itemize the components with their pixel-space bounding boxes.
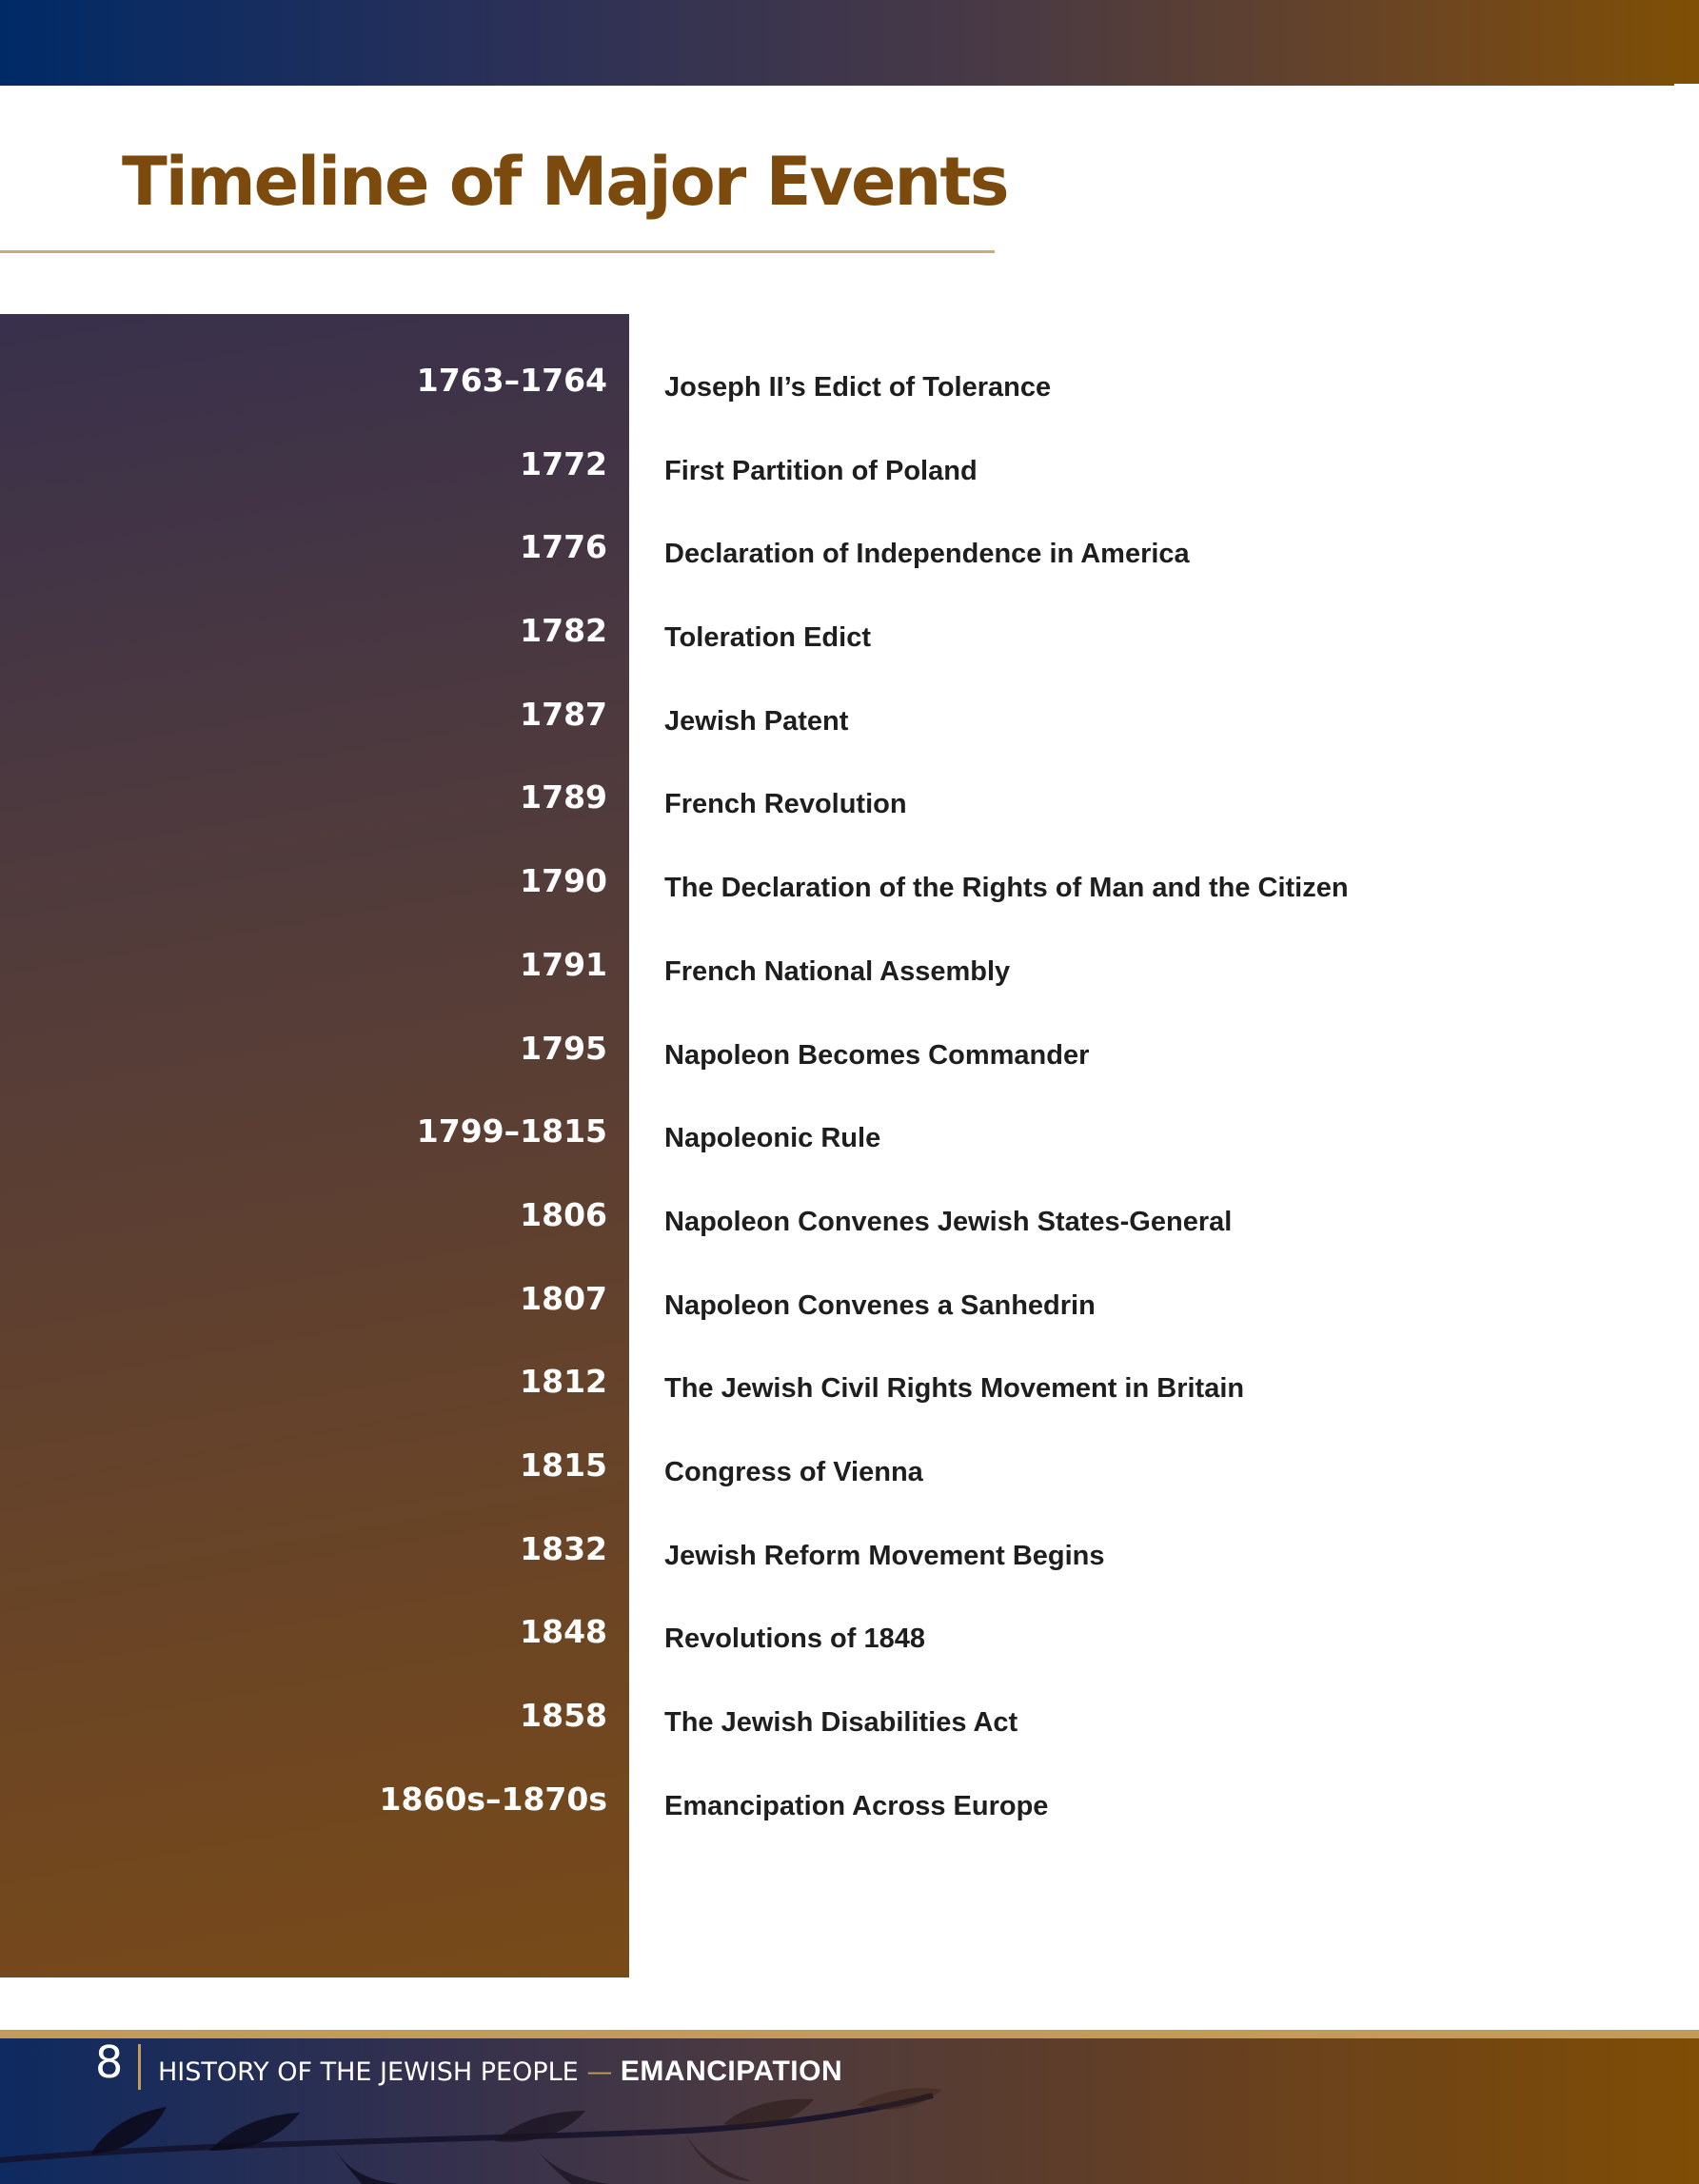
timeline-event <box>0 1112 1699 1196</box>
event-year: 1772 <box>520 444 607 482</box>
timeline-event <box>0 528 1699 612</box>
event-description: Congress of Vienna <box>664 1456 923 1487</box>
event-year: 1799–1815 <box>416 1112 607 1151</box>
event-description: Napoleonic Rule <box>664 1123 881 1154</box>
event-description: Declaration of Independence in America <box>664 539 1190 570</box>
timeline-event <box>0 362 1699 445</box>
timeline-event <box>0 862 1699 946</box>
top-header-band <box>0 0 1699 86</box>
timeline-list <box>0 362 1699 1863</box>
event-description: First Partition of Poland <box>664 455 978 486</box>
timeline-event <box>0 778 1699 862</box>
timeline-event <box>0 612 1699 696</box>
timeline-event <box>0 1280 1699 1364</box>
timeline-event <box>0 445 1699 529</box>
event-year: 1812 <box>520 1363 607 1401</box>
footer-rule <box>0 2030 1699 2038</box>
event-year: 1858 <box>520 1697 607 1734</box>
timeline-event <box>0 1530 1699 1614</box>
event-year: 1782 <box>520 612 607 650</box>
event-year: 1791 <box>520 945 607 983</box>
event-description: French National Assembly <box>664 955 1011 987</box>
event-description: The Jewish Civil Rights Movement in Britain <box>664 1373 1245 1405</box>
event-description: The Declaration of the Rights of Man and the Citizen <box>664 873 1349 904</box>
event-description: Napoleon Becomes Commander <box>664 1039 1090 1071</box>
running-head-separator: — <box>578 2057 621 2087</box>
event-year: 1776 <box>520 528 607 566</box>
event-description: Emancipation Across Europe <box>664 1790 1049 1821</box>
event-description: Napoleon Convenes a Sanhedrin <box>664 1289 1096 1321</box>
timeline-event <box>0 946 1699 1030</box>
event-year: 1832 <box>520 1529 607 1567</box>
event-description: French Revolution <box>664 789 907 820</box>
footer-divider <box>138 2044 141 2090</box>
event-year: 1815 <box>520 1446 607 1484</box>
event-description: Joseph II’s Edict of Tolerance <box>664 372 1052 403</box>
book-title: HISTORY OF THE JEWISH PEOPLE <box>158 2057 579 2087</box>
event-year: 1807 <box>520 1279 607 1317</box>
event-year: 1806 <box>520 1195 607 1233</box>
event-description: Jewish Patent <box>664 705 849 737</box>
section-name: EMANCIPATION <box>620 2056 843 2087</box>
event-description: Jewish Reform Movement Begins <box>664 1540 1105 1571</box>
event-year: 1790 <box>520 862 607 900</box>
timeline-event <box>0 1030 1699 1113</box>
timeline-event <box>0 1446 1699 1530</box>
timeline-event <box>0 1697 1699 1781</box>
event-year: 1763–1764 <box>416 362 607 399</box>
event-description: Napoleon Convenes Jewish States-General <box>664 1206 1233 1237</box>
event-year: 1795 <box>520 1029 607 1067</box>
event-year: 1848 <box>520 1613 607 1651</box>
event-year: 1787 <box>520 695 607 733</box>
timeline-event <box>0 696 1699 779</box>
timeline-event <box>0 1781 1699 1864</box>
title-underline <box>0 250 995 253</box>
timeline-event <box>0 1613 1699 1697</box>
event-description: Revolutions of 1848 <box>664 1623 925 1655</box>
page-number: 8 <box>95 2036 124 2088</box>
event-description: Toleration Edict <box>664 622 871 654</box>
event-year: 1860s–1870s <box>379 1780 607 1818</box>
page-title: Timeline of Major Events <box>122 143 1008 221</box>
timeline-event <box>0 1196 1699 1280</box>
timeline-event <box>0 1363 1699 1446</box>
event-description: The Jewish Disabilities Act <box>664 1707 1018 1738</box>
running-head <box>158 2056 842 2088</box>
event-year: 1789 <box>520 778 607 817</box>
